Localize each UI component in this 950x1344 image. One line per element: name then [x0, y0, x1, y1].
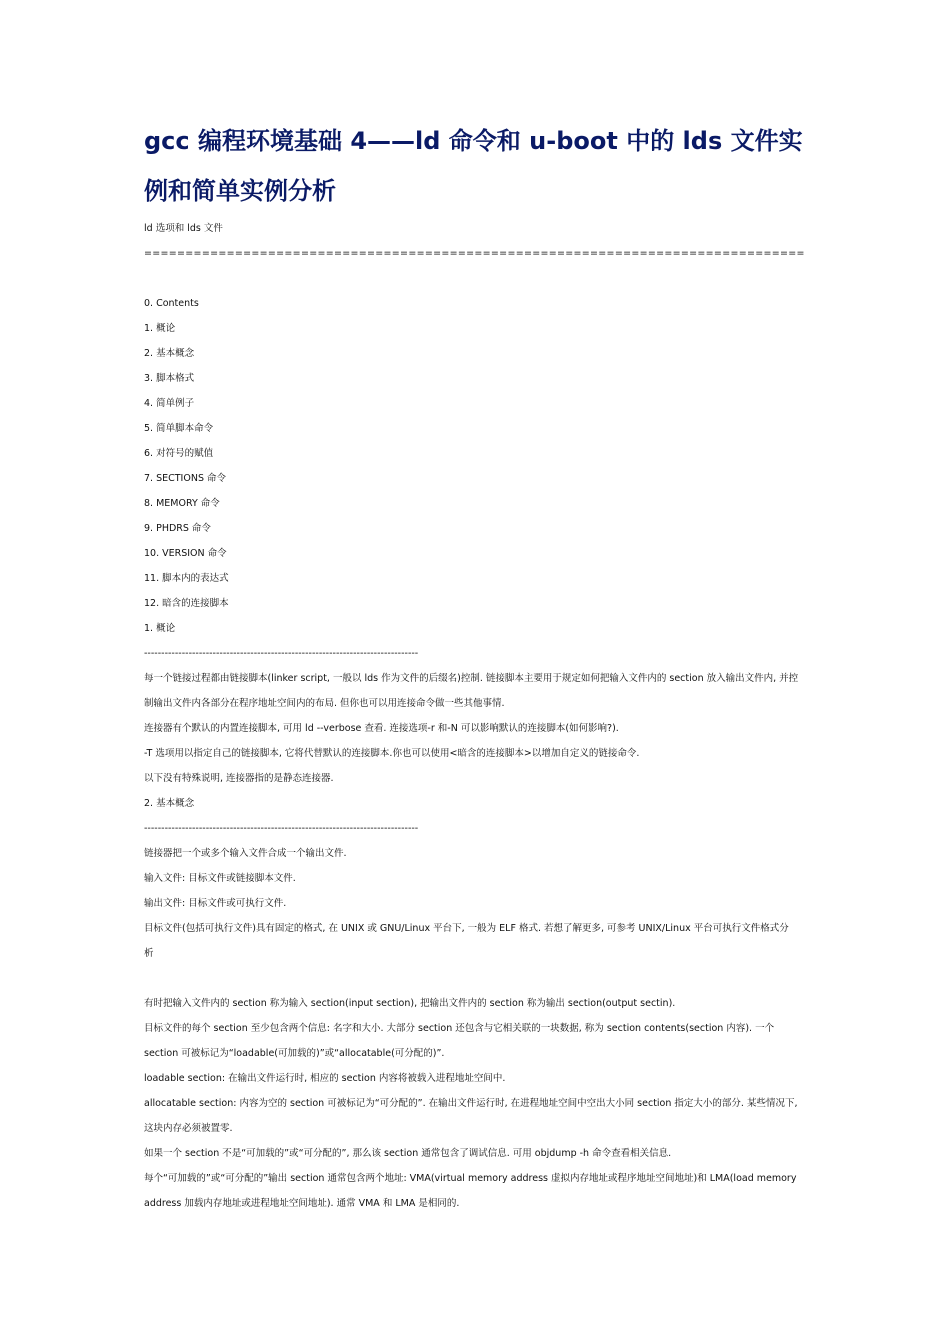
toc-item: 10. VERSION 命令 — [144, 548, 227, 559]
toc-item: 0. Contents — [144, 298, 199, 309]
toc-item: 7. SECTIONS 命令 — [144, 473, 226, 484]
paragraph-line: 输出文件: 目标文件或可执行文件. — [144, 898, 287, 909]
toc-item: 3. 脚本格式 — [144, 373, 195, 384]
paragraph-line: allocatable section: 内容为空的 section 可被标记为“可分配的”. 在输出文件运行时, 在进程地址空间中空出大小同 section 指定大小的部分. 某些情况下, — [144, 1098, 798, 1109]
document-page — [144, 116, 808, 1216]
spacer — [144, 266, 808, 291]
subtitle: ld 选项和 lds 文件 — [144, 223, 223, 234]
separator-dashes: -------------------------------------------------------------------------------- — [144, 648, 419, 659]
paragraph-line: 制输出文件内各部分在程序地址空间内的布局. 但你也可以用连接命令做一些其他事情. — [144, 698, 505, 709]
toc-item: 8. MEMORY 命令 — [144, 498, 220, 509]
paragraph-line: 以下没有特殊说明, 连接器指的是静态连接器. — [144, 773, 334, 784]
toc-item: 5. 简单脚本命令 — [144, 423, 214, 434]
page-title: gcc 编程环境基础 4——ld 命令和 u-boot 中的 lds 文件实例和简单实例分析 — [144, 127, 803, 205]
paragraph-line: 有时把输入文件内的 section 称为输入 section(input section), 把输出文件内的 section 称为输出 section(output sectin). — [144, 998, 676, 1009]
paragraph-line: 目标文件的每个 section 至少包含两个信息: 名字和大小. 大部分 section 还包含与它相关联的一块数据, 称为 section contents(section 内容). 一个 — [144, 1023, 775, 1034]
spacer — [144, 966, 808, 991]
section-heading: 1. 概论 — [144, 623, 176, 634]
paragraph-line: 链接器把一个或多个输入文件合成一个输出文件. — [144, 848, 347, 859]
paragraph-line: 这块内存必须被置零. — [144, 1123, 233, 1134]
separator-dashes: -------------------------------------------------------------------------------- — [144, 823, 419, 834]
paragraph-line: 连接器有个默认的内置连接脚本, 可用 ld --verbose 查看. 连接选项-r 和-N 可以影响默认的连接脚本(如何影响?). — [144, 723, 619, 734]
paragraph-line: 析 — [144, 948, 154, 959]
toc-item: 9. PHDRS 命令 — [144, 523, 211, 534]
toc-item: 4. 简单例子 — [144, 398, 195, 409]
toc-item: 12. 暗含的连接脚本 — [144, 598, 229, 609]
paragraph-line: loadable section: 在输出文件运行时, 相应的 section 内容将被载入进程地址空间中. — [144, 1073, 506, 1084]
paragraph-line: section 可被标记为“loadable(可加载的)”或“allocatable(可分配的)”. — [144, 1048, 445, 1059]
paragraph-line: 如果一个 section 不是“可加载的”或“可分配的”, 那么该 section 通常包含了调试信息. 可用 objdump -h 命令查看相关信息. — [144, 1148, 672, 1159]
paragraph-line: 目标文件(包括可执行文件)具有固定的格式, 在 UNIX 或 GNU/Linux 平台下, 一般为 ELF 格式. 若想了解更多, 可参考 UNIX/Linux 平台可执行文件格式分 — [144, 923, 789, 934]
paragraph-line: address 加载内存地址或进程地址空间地址). 通常 VMA 和 LMA 是相同的. — [144, 1198, 460, 1209]
section-heading: 2. 基本概念 — [144, 798, 195, 809]
paragraph-line: 每个“可加载的”或“可分配的”输出 section 通常包含两个地址: VMA(virtual memory address 虚拟内存地址或程序地址空间地址)和 LMA(load memory — [144, 1173, 797, 1184]
toc-item: 6. 对符号的赋值 — [144, 448, 214, 459]
toc-item: 2. 基本概念 — [144, 348, 195, 359]
paragraph-line: 每一个链接过程都由链接脚本(linker script, 一般以 lds 作为文件的后缀名)控制. 链接脚本主要用于规定如何把输入文件内的 section 放入输出文件内, 并控 — [144, 673, 799, 684]
toc-item: 1. 概论 — [144, 323, 176, 334]
paragraph-line: 输入文件: 目标文件或链接脚本文件. — [144, 873, 296, 884]
paragraph-line: -T 选项用以指定自己的链接脚本, 它将代替默认的连接脚本.你也可以使用<暗含的连接脚本>以增加自定义的链接命令. — [144, 748, 640, 759]
toc-item: 11. 脚本内的表达式 — [144, 573, 229, 584]
separator-equals: ================================================================================ — [144, 248, 805, 259]
